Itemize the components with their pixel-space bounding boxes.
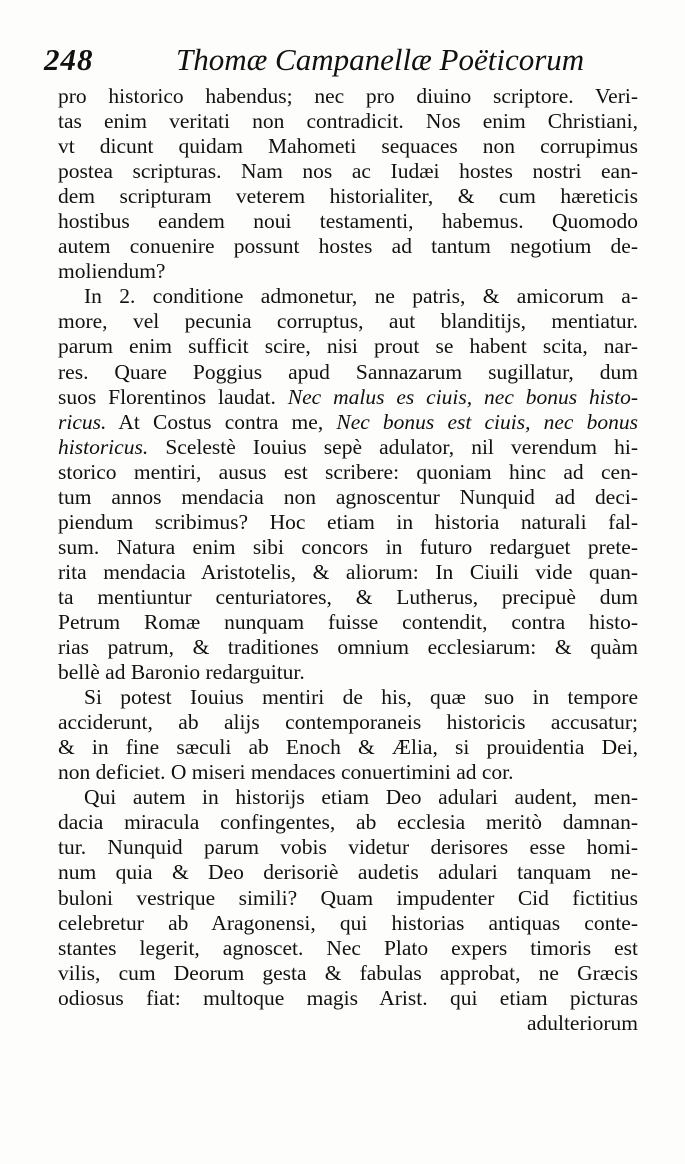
text-line: res. Quare Poggius apud Sannazarum sugillatur, dum — [58, 359, 638, 384]
quotation: Nec bonus est ciuis, nec bonus — [336, 409, 638, 434]
text-segment: Scelestè Iouius sepè adulator, nil verendum hi- — [165, 434, 639, 459]
text-line: rita mendacia Aristotelis, & aliorum: In Ciuili vide quan- — [58, 559, 638, 584]
text-line: tur. Nunquid parum vobis videtur derisores esse homi- — [58, 835, 638, 860]
text-line: pro historico habendus; nec pro diuino scriptore. Veri- — [58, 84, 638, 108]
text-line — [58, 385, 638, 410]
text-line: tum annos mendacia non agnoscentur Nunquid ad deci- — [58, 484, 638, 509]
text-line: stantes legerit, agnoscet. Nec Plato expers timoris est — [58, 935, 638, 960]
text-segment: At Costus contra me, — [118, 409, 324, 434]
quotation: Nec malus es ciuis, nec bonus histo- — [287, 384, 638, 409]
text-line: acciderunt, ab alijs contemporaneis historicis accusatur; — [58, 710, 638, 735]
quotation: historicus. — [58, 434, 149, 459]
text-line: Petrum Romæ nunquam fuisse contendit, contra histo- — [58, 609, 638, 634]
text-line: celebretur ab Aragonensi, qui historias antiquas conte- — [58, 910, 638, 935]
paragraph-start-line: Qui autem in historijs etiam Deo adulari audent, men- — [84, 785, 638, 810]
page-number: 248 — [44, 42, 94, 77]
text-line: tas enim veritati non contradicit. Nos enim Christiani, — [58, 109, 638, 134]
body-text — [58, 84, 638, 1036]
running-title: Thomæ Campanellæ Poëticorum — [176, 42, 585, 77]
text-line: vt dicunt quidam Mahometi sequaces non corrupimus — [58, 134, 638, 159]
text-line: num quia & Deo derisoriè audetis adulari tanquam ne- — [58, 860, 638, 885]
text-line: & in fine sæculi ab Enoch & Ælia, si prouidentia Dei, — [58, 735, 638, 760]
text-line: hostibus eandem noui testamenti, habemus. Quomodo — [58, 209, 638, 234]
text-line — [58, 435, 638, 460]
text-line: piendum scribimus? Hoc etiam in historia naturali fal- — [58, 509, 638, 534]
text-line: vilis, cum Deorum gesta & fabulas approbat, ne Græcis — [58, 960, 638, 985]
page-header — [38, 40, 648, 82]
text-line: sum. Natura enim sibi concors in futuro redarguet prete- — [58, 534, 638, 559]
text-line: rias patrum, & traditiones omnium ecclesiarum: & quàm — [58, 635, 638, 660]
quotation: ricus. — [58, 409, 107, 434]
text-line — [58, 410, 638, 435]
text-line: non deficiet. O miseri mendaces conuertimini ad cor. — [58, 760, 514, 785]
text-line: buloni vestrique simili? Quam impudenter Cid fictitius — [58, 885, 638, 910]
text-line: autem conuenire possunt hostes ad tantum negotium de- — [58, 234, 638, 259]
text-line: dem scripturam veterem historialiter, & cum hæreticis — [58, 184, 638, 209]
text-line: moliendum? — [58, 259, 166, 284]
text-line: postea scripturas. Nam nos ac Iudæi hostes nostri ean- — [58, 159, 638, 184]
catchword-line: adulteriorum — [526, 1010, 638, 1035]
text-line: odiosus fiat: multoque magis Arist. qui etiam picturas — [58, 985, 638, 1010]
text-line: dacia miracula confingentes, ab ecclesia meritò damnan- — [58, 810, 638, 835]
paragraph-start-line: Si potest Iouius mentiri de his, quæ suo in tempore — [84, 685, 638, 710]
text-line: ta mentiuntur centuriatores, & Lutherus, precipuè dum — [58, 584, 638, 609]
paragraph-start-line: In 2. conditione admonetur, ne patris, & amicorum a- — [84, 284, 638, 309]
text-line: storico mentiri, ausus est scribere: quoniam hinc ad cen- — [58, 459, 638, 484]
text-line: parum enim sufficit scire, nisi prout se habent scita, nar- — [58, 334, 638, 359]
text-segment: suos Florentinos laudat. — [58, 384, 276, 409]
text-line: more, vel pecunia corruptus, aut blanditijs, mentiatur. — [58, 309, 638, 334]
text-line: bellè ad Baronio redarguitur. — [58, 660, 305, 685]
